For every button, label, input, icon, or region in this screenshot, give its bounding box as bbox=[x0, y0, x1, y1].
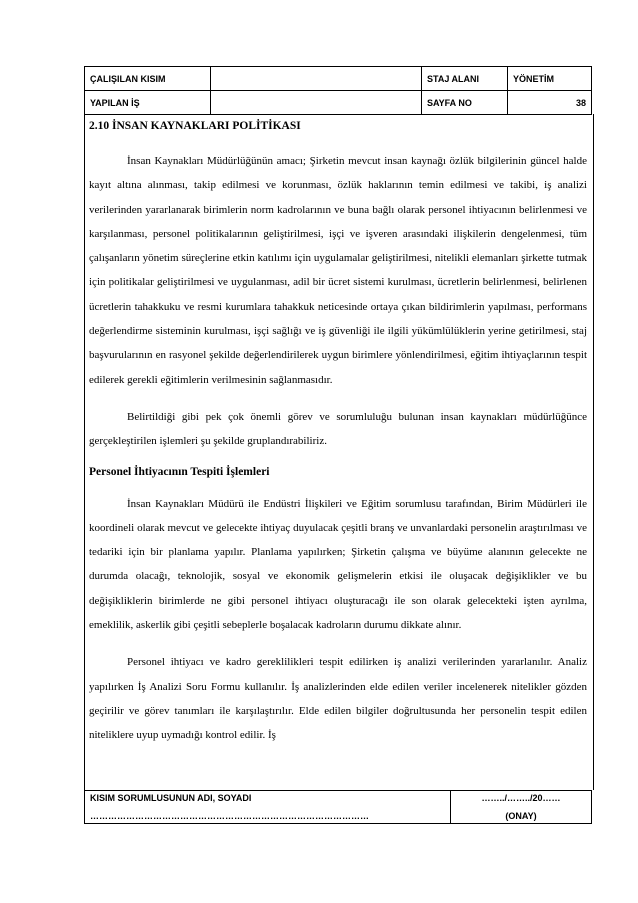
work-label: YAPILAN İŞ bbox=[85, 91, 211, 115]
responsible-cell bbox=[85, 791, 451, 824]
dept-label: ÇALIŞILAN KISIM bbox=[85, 67, 211, 91]
dept-value bbox=[211, 67, 422, 91]
section-paragraph: Belirtildiği gibi pek çok önemli görev ve sorumluluğu bulunan insan kaynakları müdürlüğünce gerçekleştirilen işlemleri şu şekilde gruplandırabiliriz. bbox=[89, 410, 587, 448]
subsection-paragraph: Personel ihtiyacı ve kadro gereklilikleri tespit edilirken iş analizi verilerinden yararlanılır. Analiz yapılırken İş Analizi Soru Formu kullanılır. İş analizlerinden elde edilen veriler incelenerek nitelikler gözden geçirilir ve görev tanımları ile karşılaştırılır. Elde edilen bilgiler doğrultusunda her personelin tespit edilen niteliklere uyup uymadığı kontrol edilir. İş bbox=[89, 656, 587, 742]
signature-line: ………………………………………………………………………………… bbox=[90, 811, 369, 821]
responsible-label: KISIM SORUMLUSUNUN ADI, SOYADI bbox=[90, 793, 252, 803]
internship-label: STAJ ALANI bbox=[422, 67, 508, 91]
subsection-paragraph: İnsan Kaynakları Müdürü ile Endüstri İlişkileri ve Eğitim sorumlusu tarafından, Birim Müdürleri ile koordineli olarak mevcut ve gelecekte ihtiyaç duyulacak çeşitli branş ve unvanlardaki personelin araştırılması ve tedariki için bir planlama yapılır. Planlama yapılırken; Şirketin çalışma ve büyüme alanının gelecekte ne durumda olacağı, teknolojik, sosyal ve ekonomik gelişmelerin etkisi ile oluşacak değişiklikler ve bu değişikliklerin birimlerde ne gibi personel ihtiyacı oluşturacağı ile son olarak gelecekteki işten ayrılma, emeklilik, askerlik gibi çeşitli sebeplerle boşalacak kadroların durumu dikkate alınır. bbox=[89, 497, 587, 632]
footer-table bbox=[84, 790, 592, 824]
page-number: 38 bbox=[508, 91, 592, 115]
section-paragraph: İnsan Kaynakları Müdürlüğünün amacı; Şirketin mevcut insan kaynağı özlük bilgilerinin güncel halde kayıt altına alınması, takip edilmesi ve korunması, özlük haklarının temin edilmesi ve takibi, iş analizi verilerinden yararlanarak birimlerin norm kadrolarının ve buna bağlı olarak personel ihtiyacının belirlenmesi ve karşılanması, personel politikalarının geliştirilmesi, işçi ve işveren arasındaki ilişkilerin dengelenmesi, tüm çalışanların yönetim süreçlerine etkin katılımı için uygulamalar geliştirilmesi, nitelikli elemanları şirkette tutmak için politikalar geliştirilmesi ve uygulanması, adil bir ücret sistemi kurulması, ücretlerin belirlenmesi, belirlenen ücretlerin tahakkuku ve resmi kurumlara tahakkuk neticesinde ortaya çıkan bildirimlerin yapılması, performans değerlendirme sisteminin kurulması, işçi sağlığı ve iş güvenliği ile ilgili yükümlülüklerin yerine getirilmesi, staj başvurularının en rasyonel şekilde değerlendirilerek uygun birimlere yönlendirilmesi, eğitim ihtiyaçlarının tespit edilerek gerekli eğitimlerin verilmesinin sağlanmasıdır. bbox=[89, 155, 587, 386]
date-line: ……../……../20…… bbox=[481, 793, 561, 803]
page-content bbox=[89, 116, 587, 761]
work-value bbox=[211, 91, 422, 115]
approval-cell bbox=[451, 791, 592, 824]
header-table bbox=[84, 66, 592, 115]
page-label: SAYFA NO bbox=[422, 91, 508, 115]
approval-label: (ONAY) bbox=[505, 811, 537, 821]
subsection-title: Personel İhtiyacının Tespiti İşlemleri bbox=[89, 465, 270, 478]
section-title: 2.10 İNSAN KAYNAKLARI POLİTİKASI bbox=[89, 120, 301, 132]
internship-value: YÖNETİM bbox=[508, 67, 592, 91]
